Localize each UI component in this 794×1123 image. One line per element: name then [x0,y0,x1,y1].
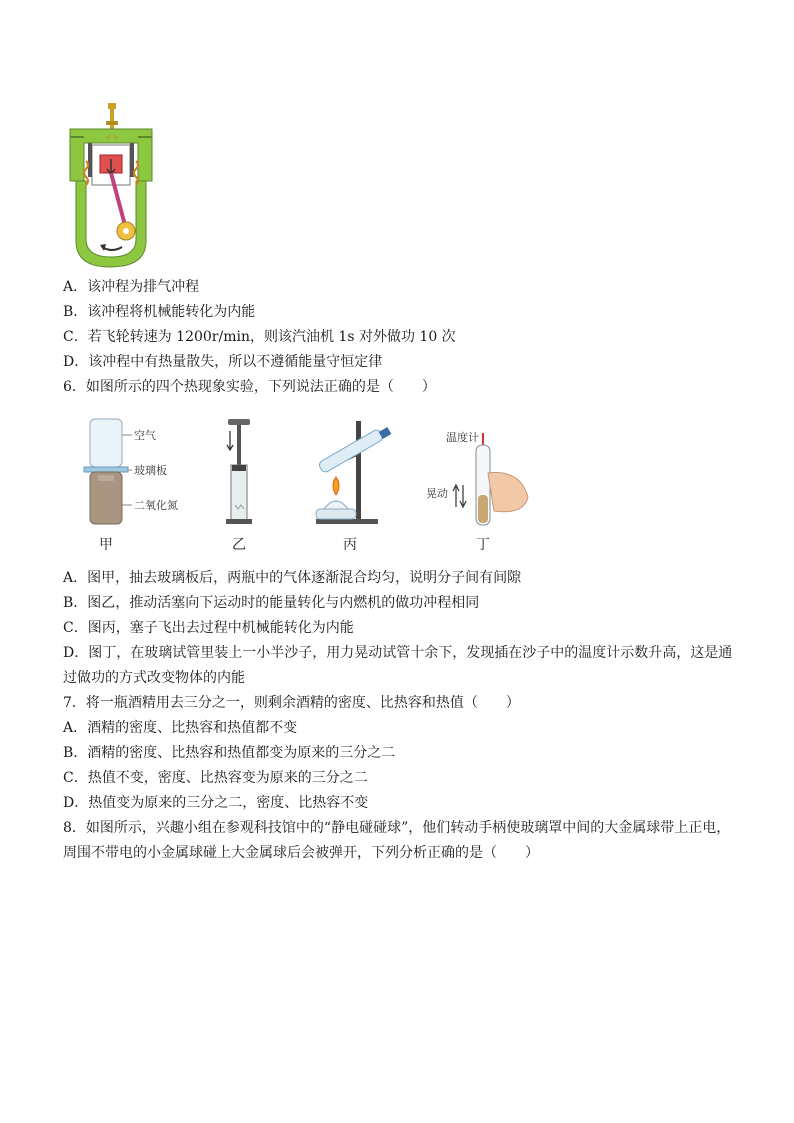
q5-option-b: B．该冲程将机械能转化为内能 [63,304,256,320]
q6-option-d-line1: D．图丁，在玻璃试管里装上一小半沙子，用力晃动试管十余下，发现插在沙子中的温度计示数升高，这是通 [63,645,733,661]
q5-option-a: A．该冲程为排气冲程 [63,279,200,295]
figure-jia [84,419,178,553]
q8-stem-line2: 周围不带电的小金属球碰上大金属球后会被弹开，下列分析正确的是（ ） [63,845,539,861]
caption-bing: 丙 [343,537,357,553]
label-shake: 晃动 [426,487,448,500]
caption-ding: 丁 [476,537,490,553]
thermal-experiments-figure [80,415,540,555]
figure-ding [426,430,528,553]
label-thermometer: 温度计 [446,431,479,444]
label-glass: 玻璃板 [134,464,167,477]
figure-yi [226,419,252,553]
q7-stem: 7．将一瓶酒精用去三分之一，则剩余酒精的密度、比热容和热值（ ） [63,695,520,711]
q6-option-a: A．图甲，抽去玻璃板后，两瓶中的气体逐渐混合均匀，说明分子间有间隙 [63,570,522,586]
engine-figure [66,101,156,269]
q6-option-b: B．图乙，推动活塞向下运动时的能量转化与内燃机的做功冲程相同 [63,595,480,611]
q5-option-c: C．若飞轮转速为 1200r/min，则该汽油机 1s 对外做功 10 次 [63,329,456,345]
q6-option-d-line2: 过做功的方式改变物体的内能 [63,670,245,686]
q6-option-c: C．图丙，塞子飞出去过程中机械能转化为内能 [63,620,354,636]
q7-option-c: C．热值不变，密度、比热容变为原来的三分之二 [63,770,368,786]
q7-option-d: D．热值变为原来的三分之二，密度、比热容不变 [63,795,369,811]
q7-option-b: B．酒精的密度、比热容和热值都变为原来的三分之二 [63,745,396,761]
q7-option-a: A．酒精的密度、比热容和热值都不变 [63,720,298,736]
figure-bing [316,421,391,553]
label-air: 空气 [134,429,156,442]
q8-stem-line1: 8．如图所示，兴趣小组在参观科技馆中的“静电碰碰球”，他们转动手柄使玻璃罩中间的大金属球带上正电， [63,820,731,836]
caption-jia: 甲 [99,537,113,553]
caption-yi: 乙 [232,537,246,553]
label-no2: 二氧化氮 [134,499,178,512]
q6-stem: 6．如图所示的四个热现象实验，下列说法正确的是（ ） [63,379,436,395]
q5-option-d: D．该冲程中有热量散失，所以不遵循能量守恒定律 [63,354,383,370]
